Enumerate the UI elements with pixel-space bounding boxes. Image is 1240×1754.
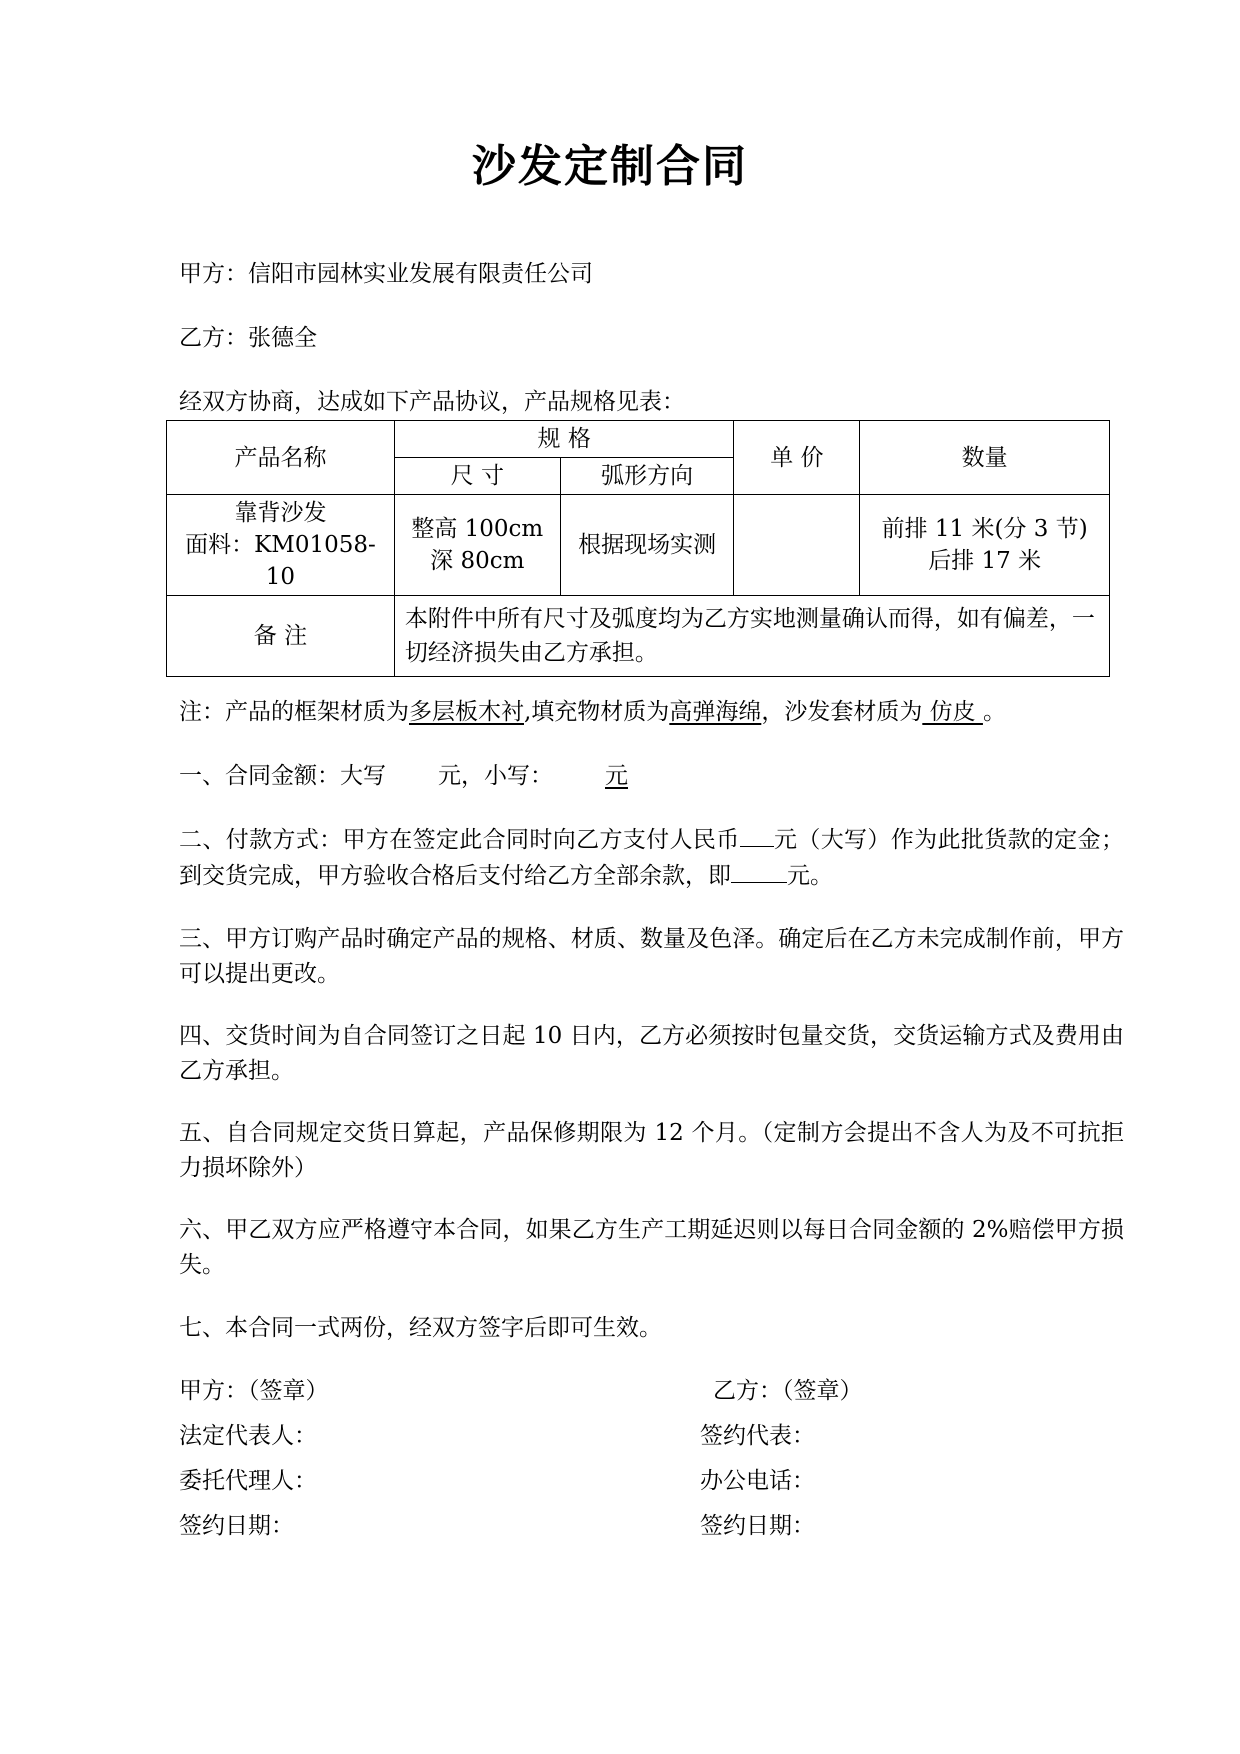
clause-4: 四、交货时间为自合同签订之日起 10 日内，乙方必须按时包量交货，交货运输方式及费用由乙方承担。: [179, 1023, 1124, 1084]
clause-2: [179, 822, 1124, 894]
table-row: [167, 495, 1110, 596]
header-unit-price: 单 价: [734, 421, 860, 495]
table-header-row: [167, 421, 1110, 458]
note-cover-material: 仿皮: [922, 699, 983, 725]
clause-1: [179, 760, 636, 792]
cell-unit-price: [734, 495, 860, 596]
cell-arc-direction: 根据现场实测: [560, 495, 734, 596]
clause2-suffix: 元。: [787, 863, 833, 889]
note-mid1: ,填充物材质为: [524, 699, 670, 725]
cell-size: [394, 495, 560, 596]
cell-quantity: [860, 495, 1110, 596]
product-fabric: 面料：KM01058-10: [185, 532, 376, 590]
clause-7: 七、本合同一式两份，经双方签字后即可生效。: [179, 1315, 662, 1341]
sig-date-a: 签约日期：: [179, 1513, 294, 1539]
cell-product: [167, 495, 395, 596]
size-height: 整高 100cm: [411, 516, 544, 542]
clause1-unit: 元: [605, 763, 628, 789]
clause1-prefix: 一、合同金额：大写: [179, 763, 386, 789]
sig-agent: 委托代理人：: [179, 1468, 317, 1494]
party-a: 甲方：信阳市园林实业发展有限责任公司: [179, 261, 593, 287]
material-note: [179, 696, 1006, 728]
header-quantity: 数量: [860, 421, 1110, 495]
clause2-prefix: 二、付款方式：甲方在签定此合同时向乙方支付人民币: [179, 827, 740, 853]
remark-text: 本附件中所有尺寸及弧度均为乙方实地测量确认而得，如有偏差，一切经济损失由乙方承担。: [394, 596, 1109, 677]
note-filling-material: 高弹海绵: [669, 699, 762, 725]
sig-legal-rep: 法定代表人：: [179, 1423, 317, 1449]
size-depth: 深 80cm: [430, 548, 525, 574]
note-mid2: ，沙发套材质为: [761, 699, 923, 725]
note-suffix: 。: [982, 699, 1006, 725]
sig-rep: 签约代表：: [700, 1423, 815, 1449]
header-arc-direction: 弧形方向: [560, 458, 734, 495]
sig-party-a: 甲方：（签章）: [179, 1378, 329, 1404]
clause1-mid: 元，小写：: [438, 763, 553, 789]
clause-5: 五、自合同规定交货日算起，产品保修期限为 12 个月。（定制方会提出不含人为及不可抗拒力损坏除外）: [179, 1120, 1124, 1181]
party-b: 乙方：张德全: [179, 325, 317, 351]
clause2-balance-blank: [731, 858, 787, 883]
sig-party-b: 乙方：（签章）: [713, 1378, 863, 1404]
sig-date-b: 签约日期：: [700, 1513, 815, 1539]
sig-phone: 办公电话：: [700, 1468, 815, 1494]
header-size: 尺 寸: [394, 458, 560, 495]
header-product-name: 产品名称: [167, 421, 395, 495]
clause2-deposit-blank: [740, 822, 774, 847]
clause-3: 三、甲方订购产品时确定产品的规格、材质、数量及色泽。确定后在乙方未完成制作前，甲方可以提出更改。: [179, 926, 1124, 987]
quantity-front: 前排 11 米(分 3 节): [881, 516, 1088, 542]
intro-text: 经双方协商，达成如下产品协议，产品规格见表：: [179, 389, 685, 415]
remark-label: 备 注: [167, 596, 395, 677]
product-name: 靠背沙发: [234, 500, 327, 526]
header-spec: 规 格: [394, 421, 734, 458]
table-remark-row: [167, 596, 1110, 677]
quantity-back: 后排 17 米: [928, 548, 1042, 574]
spec-table: [166, 420, 1110, 677]
clause2-mid: 元（大写）作为此批货款的定金；到交货完成，甲方验收合格后支付给乙方全部余款，即: [179, 827, 1125, 889]
note-frame-material: 多层板木衬: [409, 699, 524, 725]
note-prefix: 注：产品的框架材质为: [179, 699, 409, 725]
page-title: 沙发定制合同: [472, 141, 748, 192]
clause-6: 六、甲乙双方应严格遵守本合同，如果乙方生产工期延迟则以每日合同金额的 2%赔偿甲方损失。: [179, 1217, 1124, 1278]
